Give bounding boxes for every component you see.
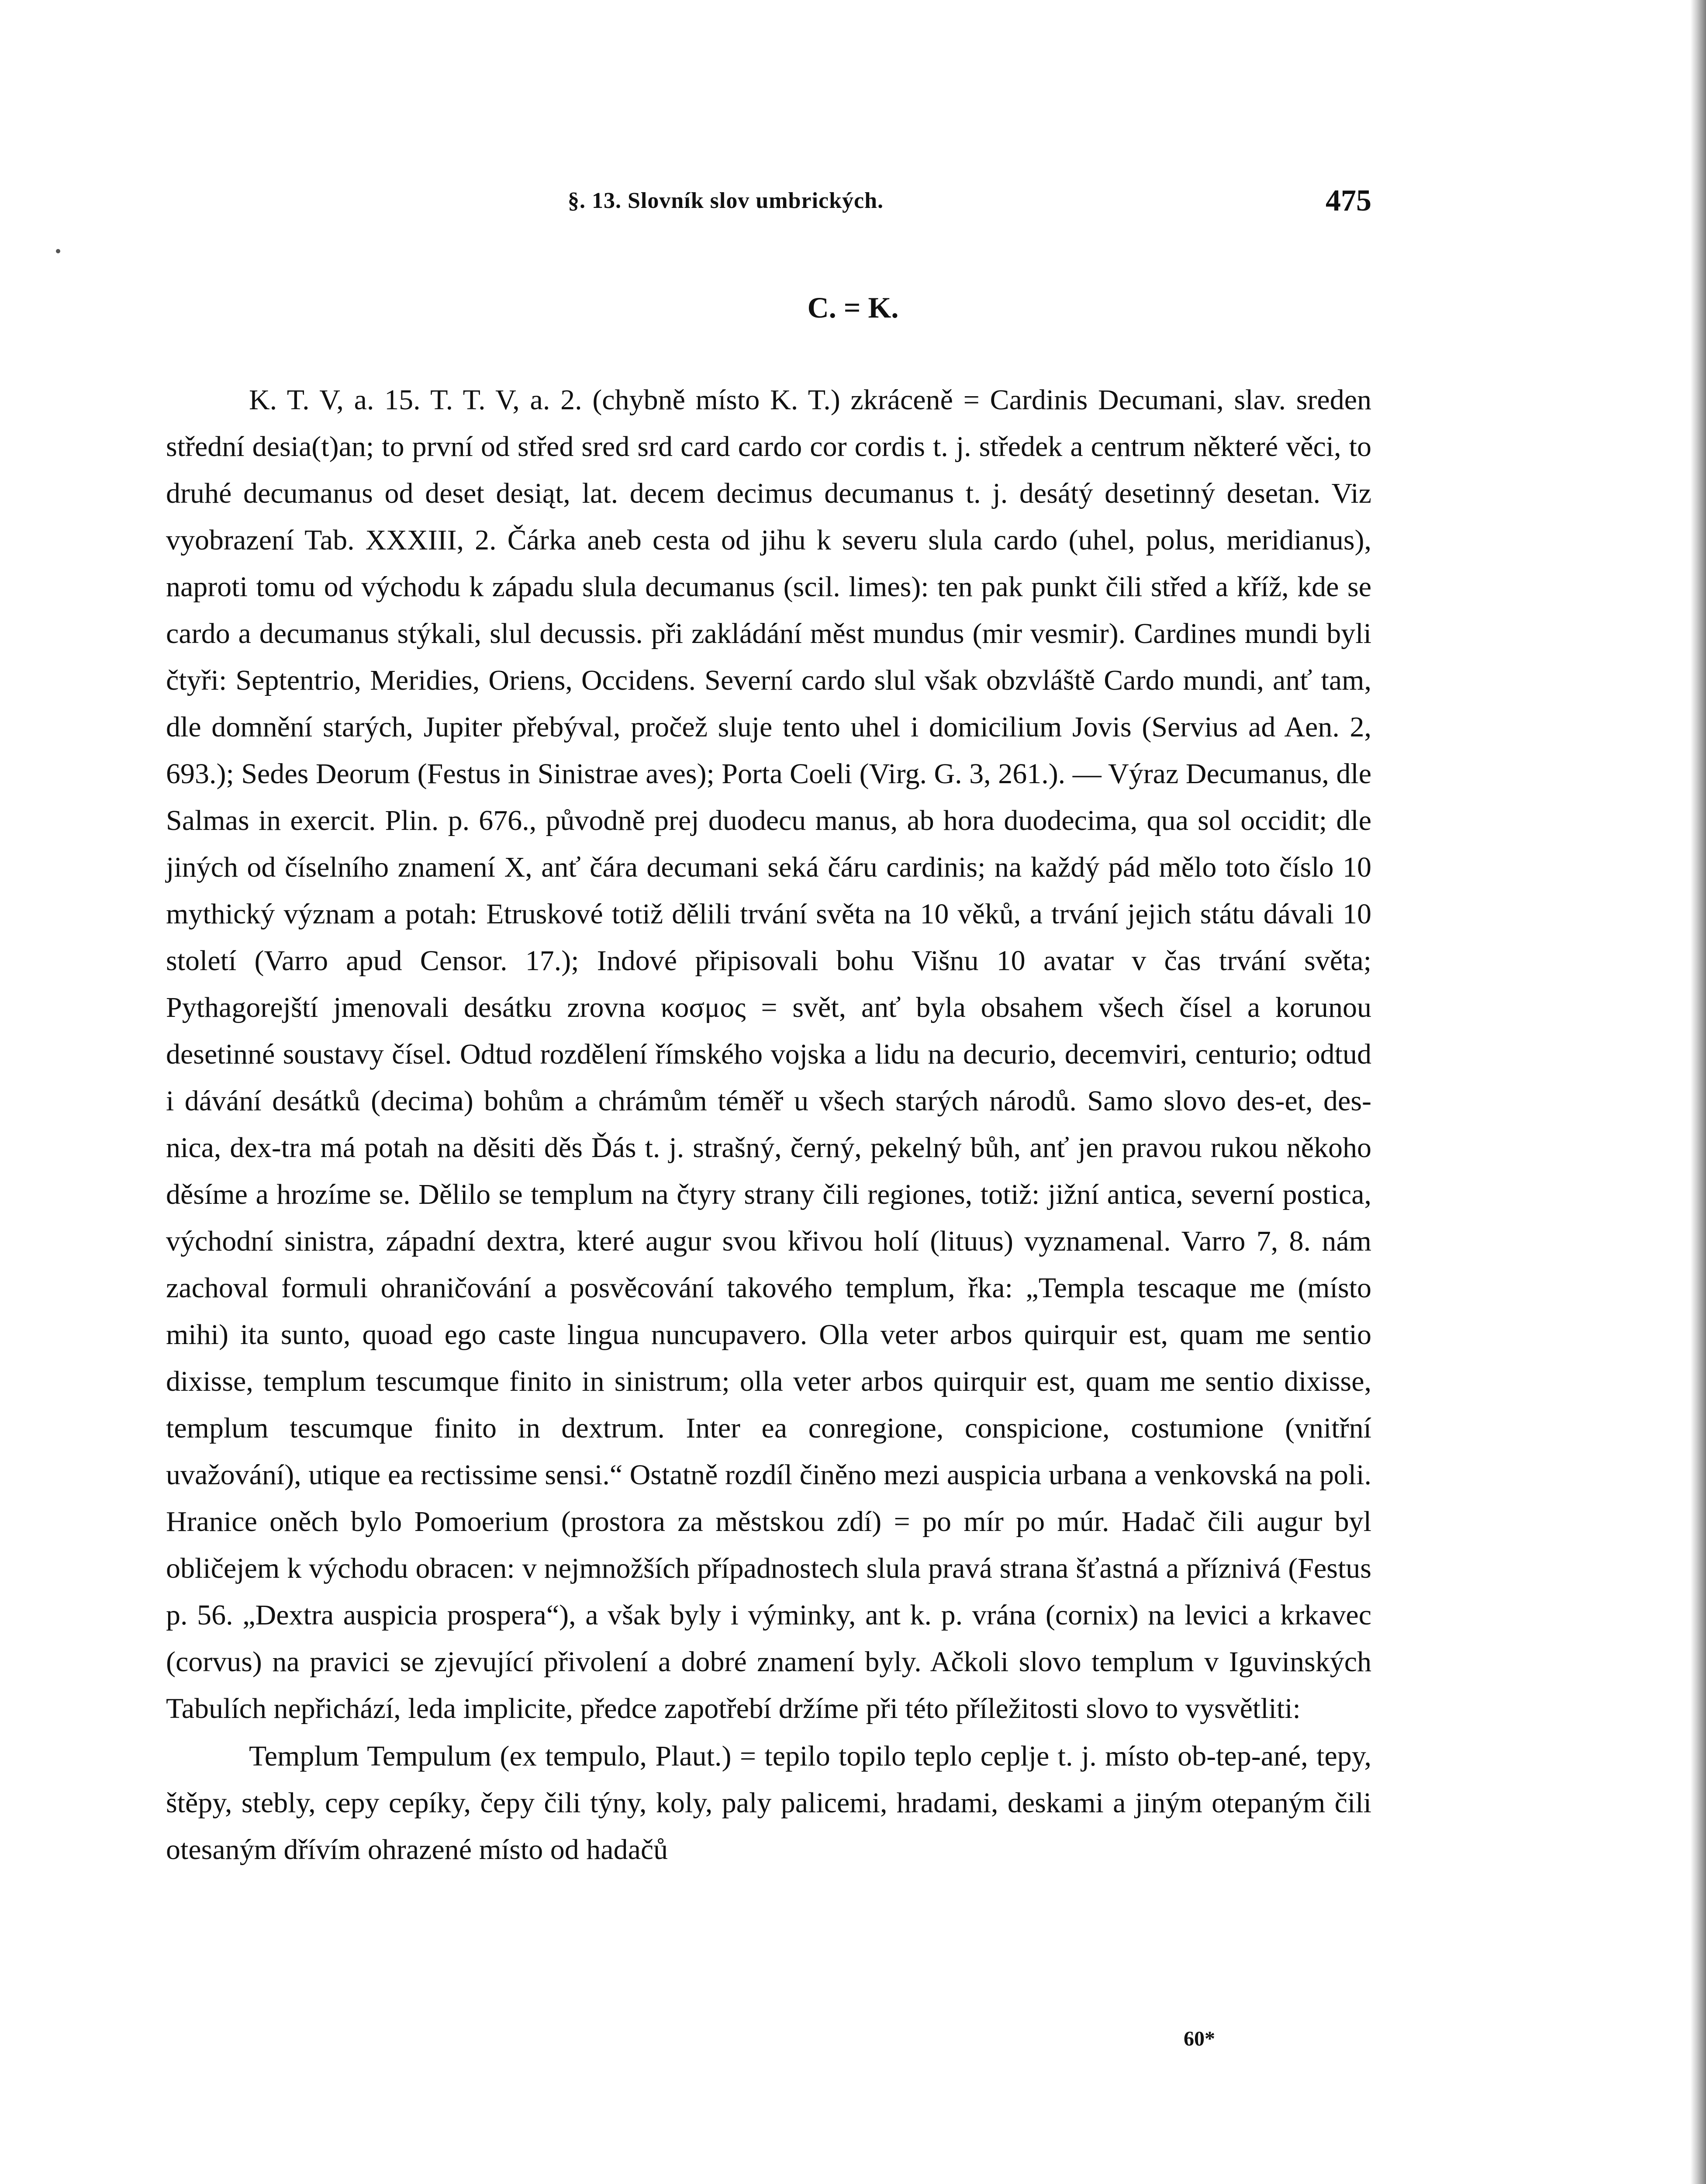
page-edge-shadow (1690, 0, 1706, 2184)
paragraph-cardo-decumanus: K. T. V, a. 15. T. T. V, a. 2. (chybně místo K. T.) zkráceně = Cardinis Decumani, slav. sreden střední desia(t)an; to první od střed sred srd card cardo cor cordis t. j. středek a centrum některé věci, to druhé decumanus od deset desiąt, lat. decem decimus decumanus t. j. desátý desetinný desetan. Viz vyobrazení Tab. XXXIII, 2. Čárka aneb cesta od jihu k severu slula cardo (uhel, polus, meridianus), naproti tomu od východu k západu slula decumanus (scil. limes): ten pak punkt čili střed a kříž, kde se cardo a decumanus stýkali, slul decussis. při zakládání měst mundus (mir vesmir). Cardines mundi byli čtyři: Septentrio, Meridies, Oriens, Occidens. Severní cardo slul však obzvláště Cardo mundi, anť tam, dle domnění starých, Jupiter přebýval, pročež sluje tento uhel i domicilium Jovis (Servius ad Aen. 2, 693.); Sedes Deorum (Festus in Sinistrae aves); Porta Coeli (Virg. G. 3, 261.). — Výraz Decumanus, dle Salmas in exercit. Plin. p. 676., původně prej duodecu manus, ab hora duodecima, qua sol occidit; dle jiných od číselního znamení X, anť čára decumani seká čáru cardinis; na každý pád mělo toto číslo 10 mythický význam a potah: Etruskové totiž dělili trvání světa na 10 věků, a trvání jejich státu dávali 10 století (Varro apud Censor. 17.); Indové připisovali bohu Višnu 10 avatar v čas trvání světa; Pythagorejští jmenovali desátku zrovna κοσμος = svět, anť byla obsahem všech čísel a korunou desetinné soustavy čísel. Odtud rozdělení římského vojska a lidu na decurio, decemviri, centurio; odtud i dávání desátků (decima) bohům a chrámům téměř u všech starých národů. Samo slovo des-et, des-nica, dex-tra má potah na děsiti děs Ďás t. j. strašný, černý, pekelný bůh, anť jen pravou rukou někoho děsíme a hrozíme se. Dělilo se templum na čtyry strany čili regiones, totiž: jižní antica, severní postica, východní sinistra, západní dextra, které augur svou křivou holí (lituus) vyznamenal. Varro 7, 8. nám zachoval formuli ohraničování a posvěcování takového templum, řka: „Templa tescaque me (místo mihi) ita sunto, quoad ego caste lingua nuncupavero. Olla veter arbos quirquir est, quam me sentio dixisse, templum tescumque finito in sinistrum; olla veter arbos quirquir est, quam me sentio dixisse, templum tescumque finito in dextrum. Inter ea conregione, conspicione, costumione (vnitřní uvažování), utique ea rectissime sensi.“ Ostatně rozdíl činěno mezi auspicia urbana a venkovská na poli. Hranice oněch bylo Pomoerium (prostora za městskou zdí) = po mír po múr. Hadač čili augur byl obličejem k východu obracen: v nejmnožších případnostech slula pravá strana šťastná a příznivá (Festus p. 56. „Dextra auspicia prospera“), a však byly i výminky, ant k. p. vrána (cornix) na levici a krkavec (corvus) na pravici se zjevující přivolení a dobré znamení byly. Ačkoli slovo templum v Iguvinských Tabulích nepřichází, leda implicite, předce zapotřebí držíme při této příležitosti slovo to vysvětliti: (166, 384, 1371, 1724)
ink-speck (56, 249, 60, 253)
page-header (166, 183, 1371, 223)
signature-mark: 60* (1184, 2027, 1215, 2050)
running-title: §. 13. Slovník slov umbrických. (568, 188, 884, 213)
page-number: 475 (1326, 184, 1371, 218)
section-heading: C. = K. (807, 291, 899, 324)
paragraph-templum: Templum Tempulum (ex tempulo, Plaut.) = tepilo topilo teplo ceplje t. j. místo ob-tep-ané, tepy, štěpy, stebly, cepy cepíky, čepy čili týny, koly, paly palicemi, hradami, deskami a jiným otepaným čili otesaným dřívím ohrazené místo od hadačů (166, 1740, 1371, 1866)
body-text (166, 377, 1371, 1873)
